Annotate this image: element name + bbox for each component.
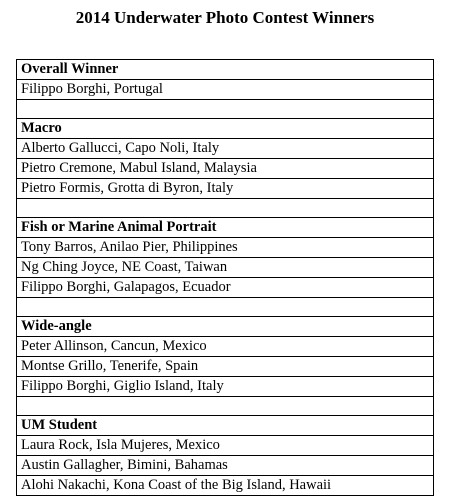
- table-row: [17, 179, 434, 199]
- table-row: [17, 337, 434, 357]
- winner-cell: Pietro Cremone, Mabul Island, Malaysia: [17, 159, 434, 179]
- table-row: [17, 476, 434, 496]
- empty-cell: [17, 100, 434, 119]
- table-row: [17, 80, 434, 100]
- section-heading: Fish or Marine Animal Portrait: [17, 218, 434, 238]
- empty-cell: [17, 298, 434, 317]
- table-row: [17, 278, 434, 298]
- section-header-row: [17, 60, 434, 80]
- table-row: [17, 436, 434, 456]
- winner-cell: Filippo Borghi, Portugal: [17, 80, 434, 100]
- table-row: [17, 456, 434, 476]
- winner-cell: Alberto Gallucci, Capo Noli, Italy: [17, 139, 434, 159]
- spacer-row: [17, 100, 434, 119]
- winner-cell: Ng Ching Joyce, NE Coast, Taiwan: [17, 258, 434, 278]
- table-row: [17, 258, 434, 278]
- winner-cell: Filippo Borghi, Galapagos, Ecuador: [17, 278, 434, 298]
- winner-cell: Filippo Borghi, Giglio Island, Italy: [17, 377, 434, 397]
- section-header-row: [17, 119, 434, 139]
- spacer-row: [17, 397, 434, 416]
- section-header-row: [17, 416, 434, 436]
- table-row: [17, 238, 434, 258]
- table-row: [17, 377, 434, 397]
- winners-table: [16, 59, 434, 496]
- section-heading: Wide-angle: [17, 317, 434, 337]
- spacer-row: [17, 298, 434, 317]
- section-header-row: [17, 317, 434, 337]
- winner-cell: Peter Allinson, Cancun, Mexico: [17, 337, 434, 357]
- empty-cell: [17, 199, 434, 218]
- section-heading: Macro: [17, 119, 434, 139]
- page-title: 2014 Underwater Photo Contest Winners: [75, 8, 375, 27]
- table-row: [17, 139, 434, 159]
- empty-cell: [17, 397, 434, 416]
- section-header-row: [17, 218, 434, 238]
- spacer-row: [17, 199, 434, 218]
- table-row: [17, 159, 434, 179]
- winner-cell: Austin Gallagher, Bimini, Bahamas: [17, 456, 434, 476]
- section-heading: Overall Winner: [17, 60, 434, 80]
- winner-cell: Tony Barros, Anilao Pier, Philippines: [17, 238, 434, 258]
- winner-cell: Pietro Formis, Grotta di Byron, Italy: [17, 179, 434, 199]
- winner-cell: Laura Rock, Isla Mujeres, Mexico: [17, 436, 434, 456]
- winner-cell: Alohi Nakachi, Kona Coast of the Big Island, Hawaii: [17, 476, 434, 496]
- winner-cell: Montse Grillo, Tenerife, Spain: [17, 357, 434, 377]
- section-heading: UM Student: [17, 416, 434, 436]
- table-row: [17, 357, 434, 377]
